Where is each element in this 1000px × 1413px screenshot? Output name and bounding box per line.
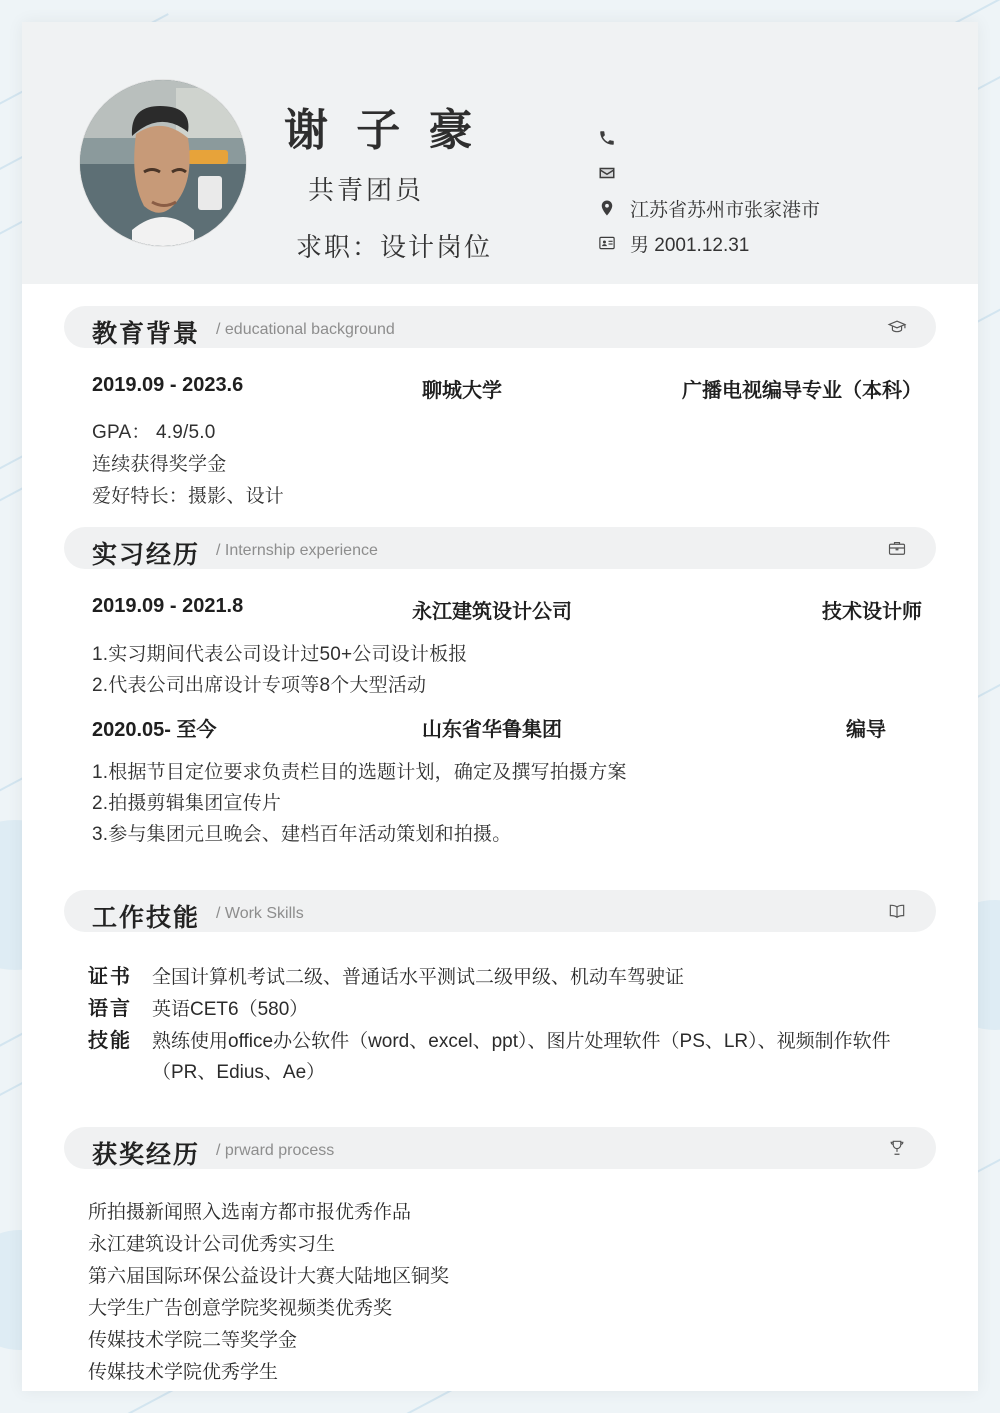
section-header-internship [64,527,936,569]
contact-row-identity [592,227,942,259]
internship-date: 2020.05- 至今 [92,719,217,741]
job-objective: 求职：设计岗位 [296,232,493,262]
location-icon [592,199,622,217]
education-detail: 爱好特长：摄影、设计 [92,486,285,507]
section-subtitle-awards: / prward process [216,1142,335,1159]
award-item: 所拍摄新闻照入选南方都市报优秀作品 [88,1202,412,1223]
award-item: 大学生广告创意学院奖视频类优秀奖 [88,1298,393,1319]
internship-company: 山东省华鲁集团 [422,719,562,741]
internship-bullet: 3.参与集团元旦晚会、建档百年活动策划和拍摄。 [92,824,512,845]
briefcase-icon [876,538,918,563]
education-detail: 连续获得奖学金 [92,454,227,475]
internship-bullet: 2.拍摄剪辑集团宣传片 [92,793,282,814]
section-header-skills [64,890,936,932]
mail-icon [592,164,622,182]
contact-row-email [592,157,942,189]
contact-list [592,122,942,262]
award-item: 传媒技术学院优秀学生 [88,1362,279,1383]
skill-label: 技能 [88,1030,132,1052]
resume-header [22,22,978,284]
internship-bullet: 1.实习期间代表公司设计过50+公司设计板报 [92,644,468,665]
award-item: 永江建筑设计公司优秀实习生 [88,1234,336,1255]
skill-label: 证书 [88,966,132,988]
internship-bullet: 2.代表公司出席设计专项等8个大型活动 [92,675,427,696]
phone-icon [592,129,622,147]
education-major: 广播电视编导专业（本科） [682,380,922,402]
section-title-awards: 获奖经历 [92,1141,201,1169]
location-value: 江苏省苏州市张家港市 [630,199,821,221]
internship-role: 技术设计师 [822,601,922,623]
contact-row-phone [592,122,942,154]
contact-row-location [592,192,942,224]
internship-role: 编导 [846,719,886,741]
party-status: 共青团员 [308,175,425,205]
resume-page [22,22,978,1391]
identity-value: 男 2001.12.31 [630,234,750,256]
award-item: 传媒技术学院二等奖学金 [88,1330,298,1351]
page-title: 谢 子 豪 [284,106,481,155]
education-school: 聊城大学 [422,380,502,402]
trophy-icon [876,1138,918,1163]
skill-value: 全国计算机考试二级、普通话水平测试二级甲级、机动车驾驶证 [152,967,685,988]
section-title-internship: 实习经历 [92,541,201,569]
section-header-education [64,306,936,348]
section-subtitle-skills: / Work Skills [216,905,304,922]
avatar [79,79,247,247]
section-title-skills: 工作技能 [92,904,201,932]
skill-value: 英语CET6（580） [152,999,309,1020]
internship-date: 2019.09 - 2021.8 [92,595,244,617]
internship-company: 永江建筑设计公司 [412,601,572,623]
internship-bullet: 1.根据节目定位要求负责栏目的选题计划，确定及撰写拍摄方案 [92,762,627,783]
education-date: 2019.09 - 2023.6 [92,374,244,396]
section-subtitle-internship: / Internship experience [216,542,378,559]
skill-label: 语言 [88,998,132,1020]
skill-value: 熟练使用office办公软件（word、excel、ppt）、图片处理软件（PS、LR）、视频制作软件（PR、Edius、Ae） [152,1031,891,1083]
book-icon [876,901,918,926]
award-item: 第六届国际环保公益设计大赛大陆地区铜奖 [88,1266,450,1287]
id-card-icon [592,234,622,252]
graduation-cap-icon [876,317,918,342]
section-title-education: 教育背景 [92,320,201,348]
section-header-awards [64,1127,936,1169]
section-subtitle-education: / educational background [216,321,395,338]
education-detail: GPA： 4.9/5.0 [92,422,216,443]
